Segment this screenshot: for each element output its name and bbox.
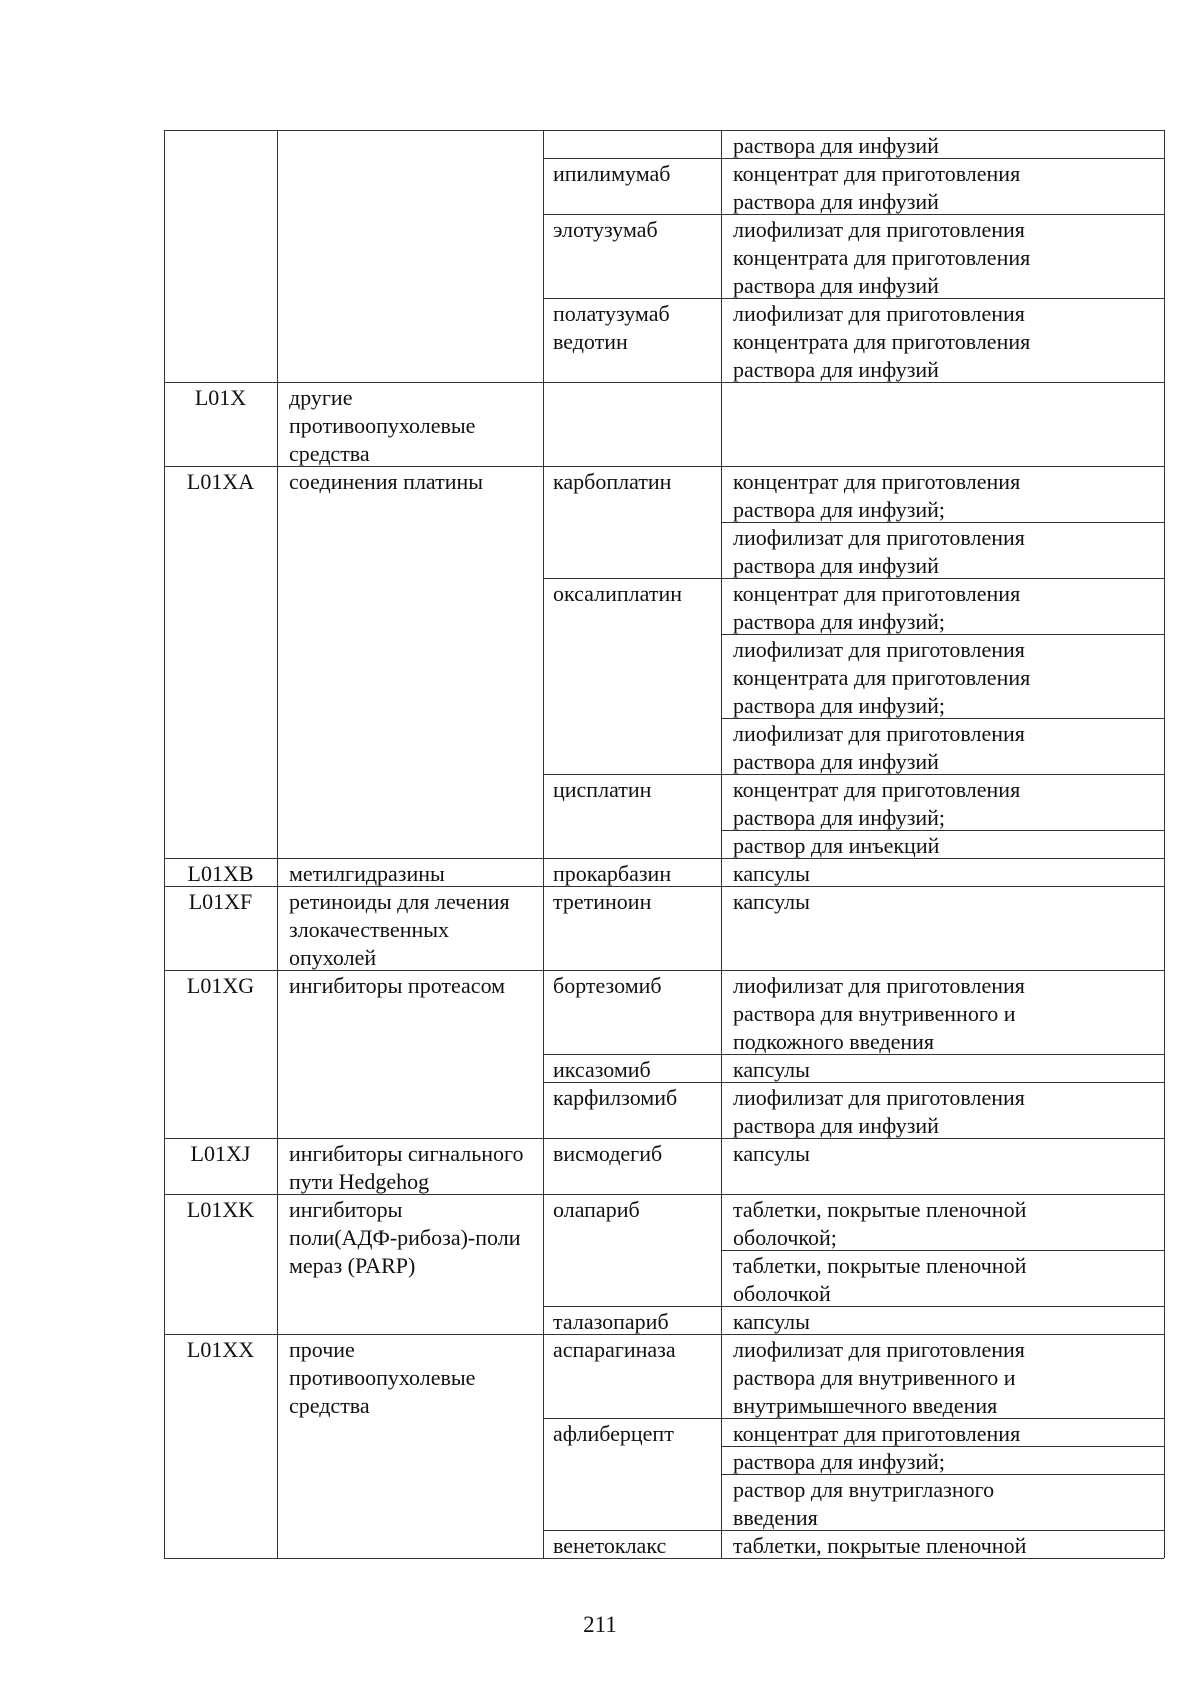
dosage-form-cell: капсулы — [721, 886, 1164, 970]
dosage-form-cell: концентрат для приготовления раствора для инфузий; — [721, 774, 1164, 830]
atc-group-cell: метилгидразины — [277, 858, 543, 888]
dosage-form-cell: лиофилизат для приготовления концентрата для приготовления раствора для инфузий; — [721, 634, 1164, 718]
dosage-form-cell: концентрат для приготовления — [721, 1418, 1164, 1446]
dosage-form-cell: раствор для внутриглазного введения — [721, 1474, 1164, 1530]
drug-name-cell: карбоплатин — [543, 466, 721, 578]
drug-name-cell: элотузумаб — [543, 214, 721, 298]
dosage-form-cell: концентрат для приготовления раствора для инфузий — [721, 158, 1164, 214]
drug-name-cell: полатузумаб ведотин — [543, 298, 721, 382]
drug-name-cell: венетоклакс — [543, 1530, 721, 1558]
atc-code-cell: L01XJ — [164, 1138, 277, 1168]
atc-group-cell: прочие противоопухолевые средства — [277, 1334, 543, 1420]
drug-name-cell: прокарбазин — [543, 858, 721, 886]
table-bottom-border — [164, 1558, 1164, 1559]
table-column-line — [1164, 130, 1165, 1558]
atc-code-cell: L01XK — [164, 1194, 277, 1224]
dosage-form-cell: капсулы — [721, 1054, 1164, 1082]
dosage-form-cell: лиофилизат для приготовления концентрата для приготовления раствора для инфузий — [721, 298, 1164, 382]
dosage-form-cell: капсулы — [721, 1138, 1164, 1194]
atc-code-cell — [164, 130, 277, 132]
dosage-form-cell: раствора для инфузий; — [721, 1446, 1164, 1474]
dosage-form-cell: лиофилизат для приготовления раствора для инфузий — [721, 1082, 1164, 1138]
atc-code-cell: L01XG — [164, 970, 277, 1000]
dosage-form-cell: лиофилизат для приготовления концентрата для приготовления раствора для инфузий — [721, 214, 1164, 298]
page-number: 211 — [583, 1612, 617, 1637]
drug-name-cell: висмодегиб — [543, 1138, 721, 1194]
atc-code-cell: L01X — [164, 382, 277, 412]
atc-group-cell: соединения платины — [277, 466, 543, 496]
dosage-form-cell: концентрат для приготовления раствора для инфузий; — [721, 466, 1164, 522]
atc-group-cell — [277, 130, 543, 132]
atc-code-cell: L01XF — [164, 886, 277, 916]
drug-name-cell: бортезомиб — [543, 970, 721, 1054]
dosage-form-cell: раствора для инфузий — [721, 130, 1164, 158]
drug-name-cell: оксалиплатин — [543, 578, 721, 774]
dosage-form-cell: лиофилизат для приготовления раствора для внутривенного и подкожного введения — [721, 970, 1164, 1054]
dosage-form-cell: таблетки, покрытые пленочной — [721, 1530, 1164, 1558]
drug-name-cell: карфилзомиб — [543, 1082, 721, 1138]
drug-name-cell — [543, 382, 721, 466]
atc-group-cell: ингибиторы протеасом — [277, 970, 543, 1000]
drug-name-cell: ипилимумаб — [543, 158, 721, 214]
atc-code-cell: L01XB — [164, 858, 277, 888]
dosage-form-cell: таблетки, покрытые пленочной оболочкой — [721, 1250, 1164, 1306]
dosage-form-cell: концентрат для приготовления раствора для инфузий; — [721, 578, 1164, 634]
drug-name-cell: третиноин — [543, 886, 721, 970]
dosage-form-cell: лиофилизат для приготовления раствора для инфузий — [721, 718, 1164, 774]
dosage-form-cell: капсулы — [721, 1306, 1164, 1334]
drug-name-cell: афлиберцепт — [543, 1418, 721, 1530]
drug-name-cell: талазопариб — [543, 1306, 721, 1334]
drug-name-cell — [543, 130, 721, 158]
dosage-form-cell: раствор для инъекций — [721, 830, 1164, 858]
drug-name-cell: цисплатин — [543, 774, 721, 858]
dosage-form-cell — [721, 382, 1164, 466]
atc-group-cell: ретиноиды для лечения злокачественных опухолей — [277, 886, 543, 972]
dosage-form-cell: лиофилизат для приготовления раствора для инфузий — [721, 522, 1164, 578]
dosage-form-cell: капсулы — [721, 858, 1164, 886]
drug-table — [164, 130, 1164, 1572]
drug-name-cell: олапариб — [543, 1194, 721, 1306]
drug-name-cell: иксазомиб — [543, 1054, 721, 1082]
atc-code-cell: L01XX — [164, 1334, 277, 1364]
dosage-form-cell: таблетки, покрытые пленочной оболочкой; — [721, 1194, 1164, 1250]
atc-code-cell: L01XA — [164, 466, 277, 496]
atc-group-cell: ингибиторы сигнального пути Hedgehog — [277, 1138, 543, 1196]
atc-group-cell: другие противоопухолевые средства — [277, 382, 543, 468]
atc-group-cell: ингибиторы поли(АДФ-рибоза)-поли мераз (PARP) — [277, 1194, 543, 1280]
dosage-form-cell: лиофилизат для приготовления раствора для внутривенного и внутримышечного введения — [721, 1334, 1164, 1418]
drug-name-cell: аспарагиназа — [543, 1334, 721, 1418]
